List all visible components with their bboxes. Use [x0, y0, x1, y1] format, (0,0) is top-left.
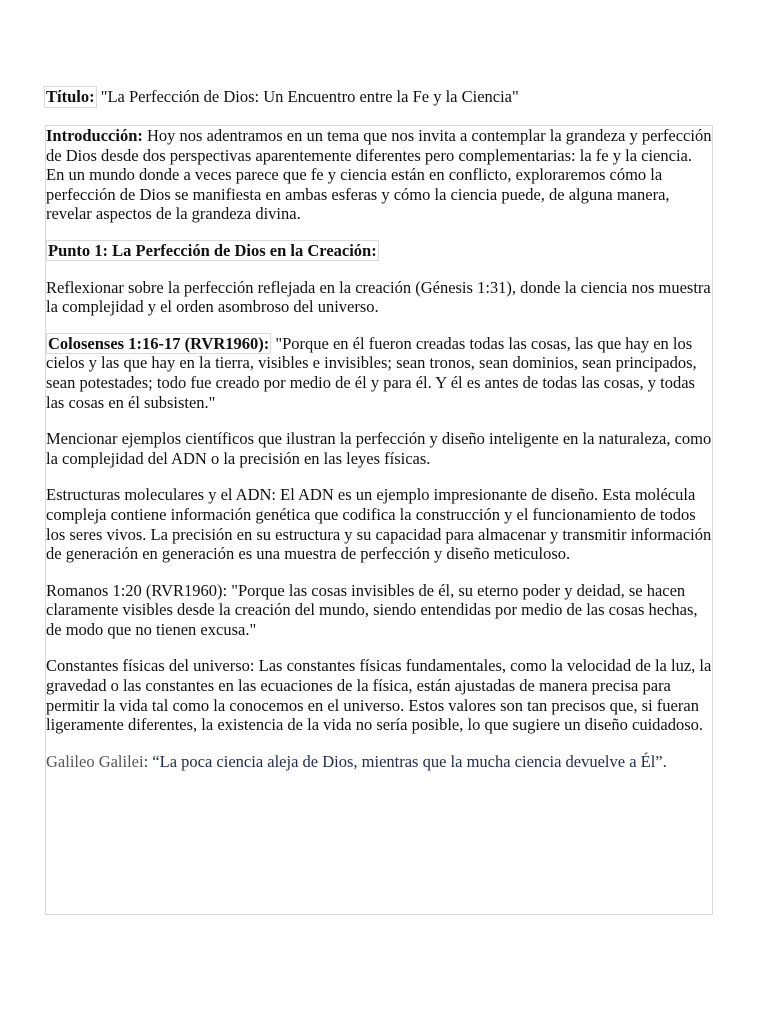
quote-text: : “La poca ciencia aleja de Dios, mientras que la mucha ciencia devuelve a Él”. [143, 751, 667, 771]
adn-paragraph: Estructuras moleculares y el ADN: El ADN es un ejemplo impresionante de diseño. Esta molécula compleja contiene información genética que codifica la construcción y el funcionamiento de todos los seres vivos. La precisión en su estructura y su capacidad para almacenar y transmitir información de generación en generación es una muestra de perfección y diseño meticuloso. [46, 485, 712, 564]
colosenses-label: Colosenses 1:16-17 (RVR1960): [48, 333, 270, 353]
title-label: Título: [46, 87, 95, 106]
intro-text: Hoy nos adentramos en un tema que nos invita a contemplar la grandeza y perfección de Dios desde dos perspectivas aparentemente diferentes pero complementarias: la fe y la ciencia. En un mundo donde a veces parece que fe y ciencia están en conflicto, exploraremos cómo la perfección de Dios se manifiesta en ambas esferas y cómo la ciencia puede, de alguna manera, revelar aspectos de la grandeza divina. [46, 126, 712, 224]
colosenses-paragraph [46, 334, 712, 412]
quote-paragraph [46, 752, 712, 772]
constantes-paragraph: Constantes físicas del universo: Las constantes físicas fundamentales, como la velocidad de la luz, la gravedad o las constantes en las ecuaciones de la física, están ajustadas de manera precisa para permitir la vida tal como la conocemos en el universo. Estos valores son tan precisos que, si fueran ligeramente diferentes, la existencia de la vida no sería posible, lo que sugiere un diseño cuidadoso. [46, 656, 712, 735]
quote-author: Galileo Galilei [46, 751, 144, 771]
title-text: "La Perfección de Dios: Un Encuentro entre la Fe y la Ciencia" [100, 87, 519, 106]
point1-heading-text: Punto 1: La Perfección de Dios en la Creación: [48, 240, 377, 260]
romanos-paragraph: Romanos 1:20 (RVR1960): "Porque las cosas invisibles de él, su eterno poder y deidad, se hacen claramente visibles desde la creación del mundo, siendo entendidas por medio de las cosas hechas, de modo que no tienen excusa." [46, 580, 698, 639]
content-box [45, 125, 713, 915]
examples-paragraph: Mencionar ejemplos científicos que ilustran la perfección y diseño inteligente en la naturaleza, como la complejidad del ADN o la precisión en las leyes físicas. [46, 429, 712, 468]
intro-paragraph [46, 126, 712, 224]
reflect-paragraph: Reflexionar sobre la perfección reflejada en la creación (Génesis 1:31), donde la ciencia nos muestra la complejidad y el orden asombroso del universo. [46, 277, 711, 317]
point1-heading [46, 241, 712, 261]
colosenses-text: "Porque en él fueron creadas todas las cosas, las que hay en los cielos y las que hay en la tierra, visibles e invisibles; sean tronos, sean dominios, sean principados, sean potestades; todo fue creado por medio de él y para él. Y él es antes de todas las cosas, y todas las cosas en él subsisten." [46, 333, 697, 412]
intro-label: Introducción: [46, 126, 143, 145]
document-page [46, 86, 714, 915]
document-title [46, 86, 714, 108]
